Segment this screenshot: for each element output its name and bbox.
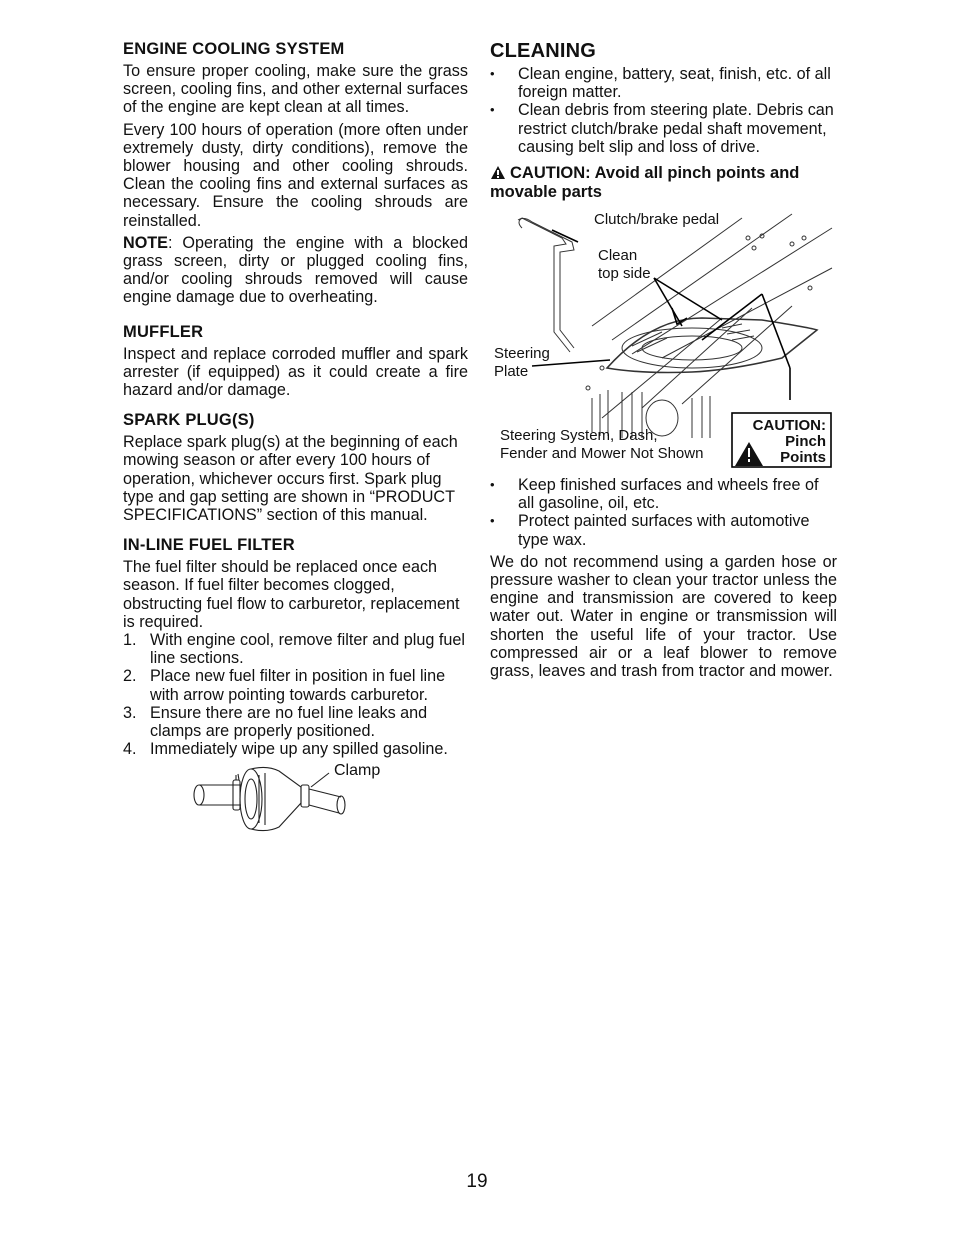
step-text: Ensure there are no fuel line leaks and clamps are properly positioned. (150, 703, 428, 741)
step-number: 1. (123, 631, 137, 650)
fuel-filter-text: The fuel filter should be replaced once each season. If fuel filter becomes clogged, obstructing fuel flow to carburetor, replacement is required. (123, 558, 460, 631)
step-text: With engine cool, remove filter and plug fuel line sections. (150, 631, 465, 668)
cleaning-heading: CLEANING (490, 40, 597, 62)
step-number: 4. (123, 740, 137, 759)
fuel-filter-step (123, 667, 468, 703)
cleaning-bullets-bottom (490, 476, 837, 549)
engine-cooling-heading: ENGINE COOLING SYSTEM (123, 40, 345, 58)
caution-box-pinch: Pinch (785, 433, 826, 451)
engine-cooling-paragraph-2: Every 100 hours of operation (more often under extremely dusty, dirty conditions), remove the blower housing and other cooling shrouds. Clean the cooling fins and external surfaces as necessary. Ensure the cooling shrouds are reinstalled. (123, 120, 468, 230)
caution-box-title: CAUTION: (752, 417, 826, 435)
fuel-filter-step (123, 631, 468, 667)
cleaning-bullets-top (490, 65, 837, 156)
clutch-brake-pedal-label: Clutch/brake pedal (594, 211, 720, 229)
left-column (123, 40, 468, 841)
caution-box-points: Points (780, 449, 826, 467)
step-text: Place new fuel filter in position in fuel line with arrow pointing towards carburetor. (150, 667, 446, 704)
step-text: Immediately wipe up any spilled gasoline. (150, 740, 448, 759)
bullet-item: • Clean engine, battery, seat, finish, etc. of all foreign matter. (490, 65, 837, 101)
engine-cooling-note (123, 234, 468, 307)
fuel-filter-illustration (189, 763, 459, 841)
note-label: NOTE (123, 233, 168, 252)
fuel-filter-steps (123, 631, 468, 758)
bullet-item: • Clean debris from steering plate. Debris can restrict clutch/brake pedal shaft movement, causing belt slip and loss of drive. (490, 101, 837, 156)
bullet-item: • Keep finished surfaces and wheels free of all gasoline, oil, etc. (490, 476, 837, 512)
clean-label: Clean (598, 247, 638, 265)
spark-plugs-text: Replace spark plug(s) at the beginning of each mowing season or after every 100 hours of operation, whichever occurs first. Spark plug type and gap setting are shown in “PRODUCT SPECIFICATIONS” section of this manual. (123, 433, 458, 525)
plate-label: Plate (494, 363, 529, 381)
page-number: 19 (466, 1171, 488, 1192)
engine-cooling-paragraph-1: To ensure proper cooling, make sure the grass screen, cooling fins, and other external surfaces of the engine are kept clean at all times. (123, 62, 468, 117)
fuel-filter-step (123, 704, 468, 740)
muffler-heading: MUFFLER (123, 322, 204, 341)
clamp-label: Clamp (334, 762, 381, 779)
not-shown-label-1: Steering System, Dash, (500, 427, 658, 445)
caution-heading (490, 164, 837, 202)
warning-triangle-icon (490, 165, 506, 180)
top-side-label: top side (598, 265, 651, 283)
not-shown-label-2: Fender and Mower Not Shown (500, 445, 704, 463)
right-column (490, 40, 837, 684)
muffler-text: Inspect and replace corroded muffler and spark arrester (if equipped) as it could create a fire hazard and/or damage. (123, 344, 468, 400)
note-text: : Operating the engine with a blocked grass screen, dirty or plugged cooling fins, and/or cooling shrouds removed will cause engine damage due to overheating. (123, 233, 468, 307)
fuel-filter-step (123, 740, 468, 758)
bullet-item: • Protect painted surfaces with automotive type wax. (490, 512, 837, 548)
steering-plate-illustration (492, 208, 839, 470)
cleaning-closing-paragraph: We do not recommend using a garden hose or pressure washer to clean your tractor unless the engine and transmission are covered to keep water out. Water in engine or transmission will shorten the useful life of your tractor. Use compressed air or a leaf blower to remove grass, leaves and trash from tractor and mower. (490, 552, 837, 681)
steering-label: Steering (494, 345, 550, 363)
step-number: 2. (123, 667, 137, 686)
spark-plugs-heading: SPARK PLUG(S) (123, 411, 255, 430)
step-number: 3. (123, 703, 137, 722)
caution-heading-text: CAUTION: Avoid all pinch points and movable parts (490, 164, 800, 202)
fuel-filter-heading: IN-LINE FUEL FILTER (123, 536, 295, 555)
